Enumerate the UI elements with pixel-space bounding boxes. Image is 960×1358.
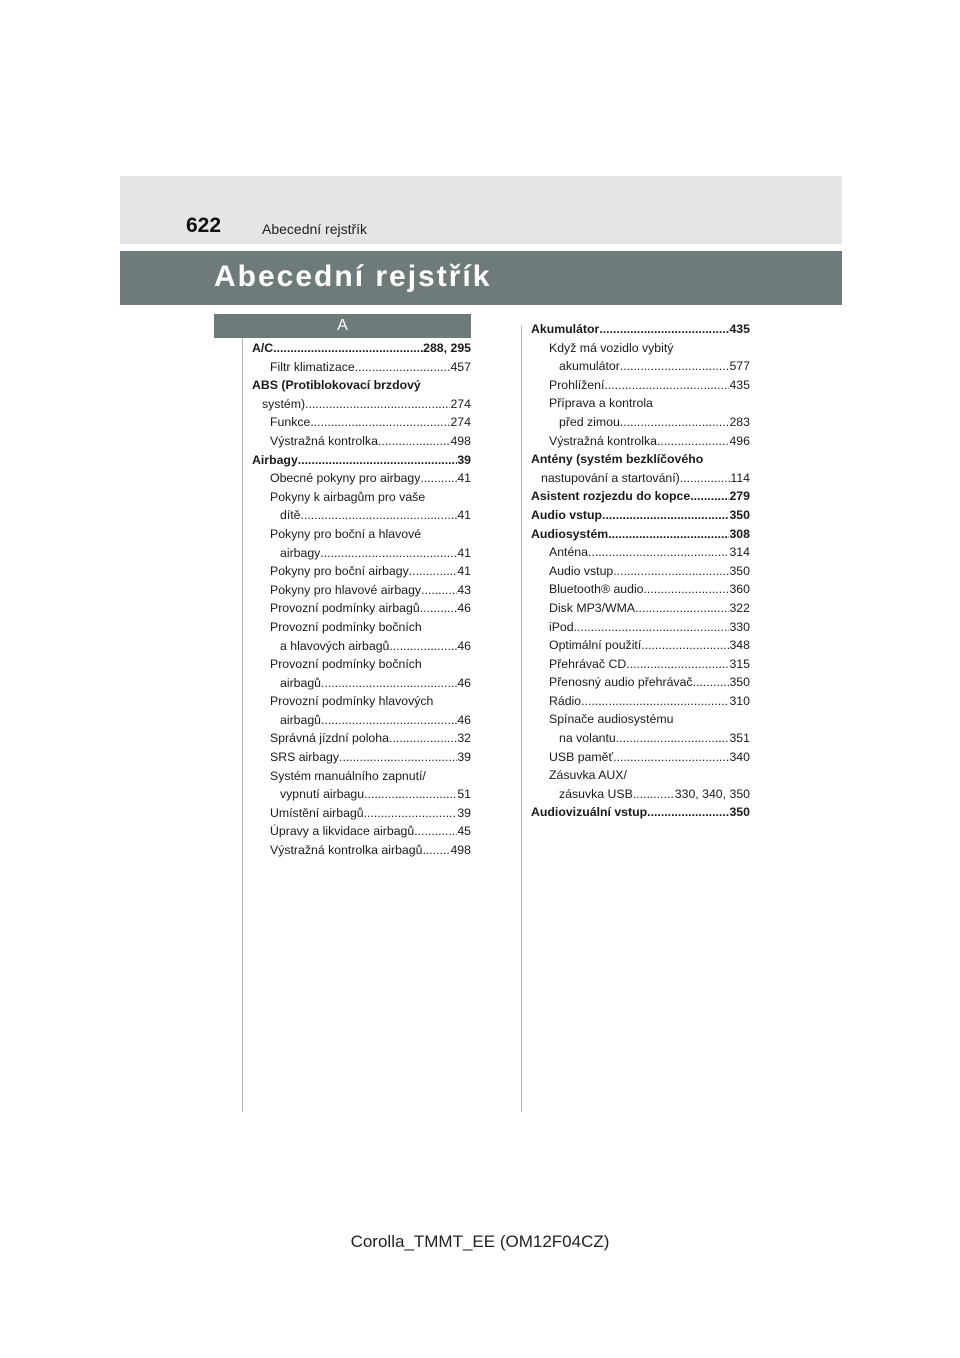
index-entry: [531, 562, 750, 581]
index-entry: [531, 432, 750, 451]
index-entry-pages: 350: [729, 507, 750, 522]
leader-dots: [320, 544, 457, 563]
index-entry: [252, 674, 471, 693]
index-entry: [252, 637, 471, 656]
index-entry: [252, 841, 471, 860]
column-divider-left: [242, 326, 243, 1112]
index-entry-pages: 350: [729, 675, 750, 690]
leader-dots: [339, 748, 457, 767]
index-entry-label: nastupování a startování): [541, 470, 680, 485]
leader-dots: [588, 543, 729, 562]
index-entry-label: Rádio: [549, 693, 582, 708]
leader-dots: [301, 506, 458, 525]
index-entry-label: Antény (systém bezklíčového: [531, 452, 704, 467]
index-entry: [252, 544, 471, 563]
index-entry: [252, 432, 471, 451]
index-entry: [252, 451, 471, 470]
leader-dots: [626, 655, 729, 674]
leader-dots: [604, 376, 729, 395]
index-entry-label: USB paměť: [549, 749, 614, 764]
index-entry-pages: 274: [450, 415, 471, 430]
index-entry-pages: 283: [729, 414, 750, 429]
index-entry: [531, 748, 750, 767]
index-entry: [531, 692, 750, 711]
index-entry: [252, 395, 471, 414]
leader-dots: [627, 766, 750, 785]
index-entry: [531, 413, 750, 432]
leader-dots: [321, 674, 457, 693]
index-entry-pages: 274: [450, 396, 471, 411]
index-entry-label: A/C: [252, 341, 274, 355]
index-entry-label: airbagů: [280, 712, 322, 727]
index-entry: [531, 636, 750, 655]
leader-dots: [298, 451, 458, 470]
index-entry-pages: 496: [729, 433, 750, 448]
index-entry-label: Spínače audiosystému: [549, 712, 674, 727]
index-entry-pages: 46: [457, 638, 471, 653]
leader-dots: [305, 395, 450, 414]
leader-dots: [364, 785, 457, 804]
page-number: 622: [186, 214, 222, 237]
header-band: [120, 176, 842, 244]
index-entry-pages: 577: [729, 359, 750, 374]
index-entry-label: Přenosný audio přehrávač: [549, 675, 693, 690]
index-entry: [252, 785, 471, 804]
index-entry-pages: 41: [457, 508, 471, 523]
index-entry: [252, 767, 471, 786]
index-entry: [531, 618, 750, 637]
index-entry: [252, 358, 471, 377]
index-entry-pages: 45: [457, 824, 471, 839]
index-entry: [531, 469, 750, 488]
index-entry: [531, 729, 750, 748]
index-entry-pages: 350: [729, 805, 750, 820]
leader-dots: [693, 673, 730, 692]
index-entry-pages: 351: [729, 731, 750, 746]
index-entry-pages: 279: [729, 489, 750, 504]
index-entry-pages: 46: [457, 675, 471, 690]
index-entry-label: před zimou: [559, 414, 620, 429]
index-entry: [531, 450, 750, 469]
index-entry-label: Výstražná kontrolka airbagů: [270, 843, 423, 858]
index-entry: [531, 673, 750, 692]
index-entry-label: Systém manuálního zapnutí/: [270, 768, 426, 783]
index-entry: [252, 804, 471, 823]
index-entry-pages: 41: [457, 545, 471, 560]
index-entry-label: Přehrávač CD: [549, 656, 627, 671]
leader-dots: [647, 803, 729, 822]
leader-dots: [690, 487, 729, 506]
index-entry-label: a hlavových airbagů: [280, 638, 390, 653]
index-entry: [531, 339, 750, 358]
index-entry-label: dítě: [280, 508, 301, 523]
leader-dots: [581, 692, 729, 711]
index-entry-label: Zásuvka AUX/: [549, 768, 627, 783]
leader-dots: [599, 320, 729, 339]
index-entry-label: Optimální použití: [549, 638, 642, 653]
index-entry: [252, 562, 471, 581]
index-entry: [531, 655, 750, 674]
index-entry-pages: 340: [729, 749, 750, 764]
leader-dots: [680, 469, 731, 488]
leader-dots: [420, 599, 458, 618]
leader-dots: [355, 358, 451, 377]
index-entry: [252, 729, 471, 748]
index-entry-label: Výstražná kontrolka: [270, 433, 378, 448]
index-entry: [531, 487, 750, 506]
index-entry-pages: 435: [729, 322, 750, 336]
index-entry-pages: 46: [457, 601, 471, 616]
index-entry-label: akumulátor: [559, 359, 620, 374]
index-entry-label: Pokyny k airbagům pro vaše: [270, 489, 426, 504]
index-entry-pages: 310: [729, 693, 750, 708]
leader-dots: [422, 655, 471, 674]
leader-dots: [273, 339, 423, 358]
leader-dots: [433, 692, 471, 711]
running-title: Abecední rejstřík: [262, 221, 368, 237]
index-entry-pages: 435: [729, 377, 750, 392]
index-entry-pages: 498: [450, 843, 471, 858]
leader-dots: [364, 804, 458, 823]
index-entry-label: Pokyny pro boční airbagy: [270, 564, 409, 579]
index-entry-pages: 46: [457, 712, 471, 727]
index-entry-pages: 32: [457, 731, 471, 746]
index-entry-pages: 314: [729, 545, 750, 560]
leader-dots: [620, 357, 730, 376]
index-entry: [252, 376, 471, 395]
index-entry-label: Provozní podmínky airbagů: [270, 601, 420, 616]
leader-dots: [608, 525, 729, 544]
index-entry-label: Výstražná kontrolka: [549, 433, 657, 448]
index-entry-label: Provozní podmínky bočních: [270, 619, 422, 634]
leader-dots: [389, 729, 457, 748]
index-entry: [252, 711, 471, 730]
leader-dots: [421, 581, 457, 600]
index-entry: [531, 525, 750, 544]
index-entry-label: Když má vozidlo vybitý: [549, 340, 674, 355]
index-entry-label: ABS (Protiblokovací brzdový: [252, 378, 421, 393]
index-entry: [531, 376, 750, 395]
leader-dots: [673, 710, 750, 729]
leader-dots: [703, 450, 750, 469]
leader-dots: [409, 562, 458, 581]
index-entry-label: Audio vstup: [549, 563, 614, 578]
leader-dots: [644, 580, 730, 599]
footer-model-code: Corolla_TMMT_EE (OM12F04CZ): [350, 1232, 610, 1251]
index-entry-pages: 39: [457, 750, 471, 765]
index-entry: [531, 710, 750, 729]
index-entry: [252, 748, 471, 767]
leader-dots: [421, 376, 471, 395]
index-entry: [252, 692, 471, 711]
index-entry-label: Airbagy: [252, 452, 298, 467]
leader-dots: [310, 413, 450, 432]
index-entry-pages: 39: [457, 452, 471, 467]
leader-dots: [620, 413, 730, 432]
index-entry: [531, 357, 750, 376]
index-entry: [252, 339, 471, 358]
index-entry-label: systém): [262, 396, 306, 411]
index-entry: [531, 320, 750, 339]
index-entry-pages: 308: [729, 526, 750, 541]
index-entry: [531, 543, 750, 562]
leader-dots: [635, 599, 729, 618]
index-entry-pages: 330, 340, 350: [674, 786, 750, 801]
leader-dots: [321, 711, 457, 730]
index-column-1: [252, 339, 471, 860]
leader-dots: [657, 432, 729, 451]
leader-dots: [378, 432, 450, 451]
page-title: Abecední rejstřík: [214, 260, 492, 293]
leader-dots: [653, 394, 750, 413]
index-entry-label: Úpravy a likvidace airbagů: [270, 824, 415, 839]
index-column-2: [531, 320, 750, 822]
index-entry-pages: 350: [729, 563, 750, 578]
index-entry: [531, 394, 750, 413]
leader-dots: [673, 339, 750, 358]
index-entry: [252, 525, 471, 544]
index-entry: [252, 581, 471, 600]
index-entry-label: SRS airbagy: [270, 750, 340, 765]
index-entry: [531, 580, 750, 599]
index-entry-pages: 360: [729, 582, 750, 597]
index-entry-label: Prohlížení: [549, 377, 605, 392]
index-entry-label: na volantu: [559, 731, 616, 746]
index-entry-label: vypnutí airbagu: [280, 787, 365, 802]
index-entry-label: iPod: [549, 619, 574, 634]
index-entry-pages: 114: [730, 470, 750, 485]
leader-dots: [426, 767, 471, 786]
index-entry-label: Příprava a kontrola: [549, 396, 653, 411]
index-entry-label: airbagů: [280, 675, 322, 690]
leader-dots: [641, 636, 729, 655]
index-entry: [252, 655, 471, 674]
leader-dots: [425, 488, 471, 507]
column-divider-right: [521, 326, 522, 1112]
index-entry-label: Asistent rozjezdu do kopce: [531, 489, 691, 504]
index-entry: [252, 413, 471, 432]
index-entry-pages: 288, 295: [423, 341, 471, 355]
index-entry-pages: 315: [729, 656, 750, 671]
section-letter-header: A: [214, 314, 471, 338]
index-entry-label: Umístění airbagů: [270, 805, 364, 820]
leader-dots: [414, 822, 457, 841]
index-entry-pages: 39: [457, 805, 471, 820]
index-entry-pages: 498: [450, 433, 471, 448]
index-entry-pages: 330: [729, 619, 750, 634]
index-entry: [531, 785, 750, 804]
index-entry-label: Filtr klimatizace: [270, 359, 355, 374]
index-entry-label: Pokyny pro boční a hlavové: [270, 526, 422, 541]
index-entry-label: Akumulátor: [531, 322, 600, 336]
index-entry-label: Provozní podmínky bočních: [270, 657, 422, 672]
index-entry: [531, 506, 750, 525]
index-entry: [252, 618, 471, 637]
index-entry: [252, 822, 471, 841]
leader-dots: [421, 525, 471, 544]
index-entry-pages: 41: [457, 564, 471, 579]
index-entry: [531, 766, 750, 785]
index-entry-label: Disk MP3/WMA: [549, 600, 636, 615]
index-entry: [531, 803, 750, 822]
leader-dots: [389, 637, 457, 656]
index-entry-pages: 43: [457, 582, 471, 597]
leader-dots: [422, 841, 450, 860]
leader-dots: [574, 618, 730, 637]
index-entry-pages: 51: [457, 787, 471, 802]
index-entry-label: zásuvka USB: [559, 786, 633, 801]
index-entry-label: Správná jízdní poloha: [270, 731, 389, 746]
index-entry-label: Audiosystém: [531, 526, 609, 541]
index-entry-label: Audio vstup: [531, 507, 603, 522]
index-entry: [531, 599, 750, 618]
index-entry-label: Funkce: [270, 415, 311, 430]
index-entry-pages: 348: [729, 638, 750, 653]
leader-dots: [602, 506, 729, 525]
leader-dots: [613, 748, 729, 767]
index-entry-label: airbagy: [280, 545, 321, 560]
index-entry-label: Pokyny pro hlavové airbagy: [270, 582, 422, 597]
leader-dots: [420, 469, 457, 488]
leader-dots: [422, 618, 471, 637]
index-entry: [252, 488, 471, 507]
index-entry-label: Provozní podmínky hlavových: [270, 694, 434, 709]
index-entry-label: Audiovizuální vstup: [531, 805, 648, 820]
index-entry: [252, 469, 471, 488]
leader-dots: [633, 785, 675, 804]
index-entry-label: Obecné pokyny pro airbagy: [270, 471, 421, 486]
leader-dots: [616, 729, 730, 748]
index-entry-pages: 322: [729, 600, 750, 615]
index-entry-pages: 41: [457, 471, 471, 486]
leader-dots: [613, 562, 729, 581]
index-entry: [252, 599, 471, 618]
index-entry-label: Bluetooth® audio: [549, 582, 644, 597]
index-entry: [252, 506, 471, 525]
index-entry-label: Anténa: [549, 545, 588, 560]
index-entry-pages: 457: [450, 359, 471, 374]
